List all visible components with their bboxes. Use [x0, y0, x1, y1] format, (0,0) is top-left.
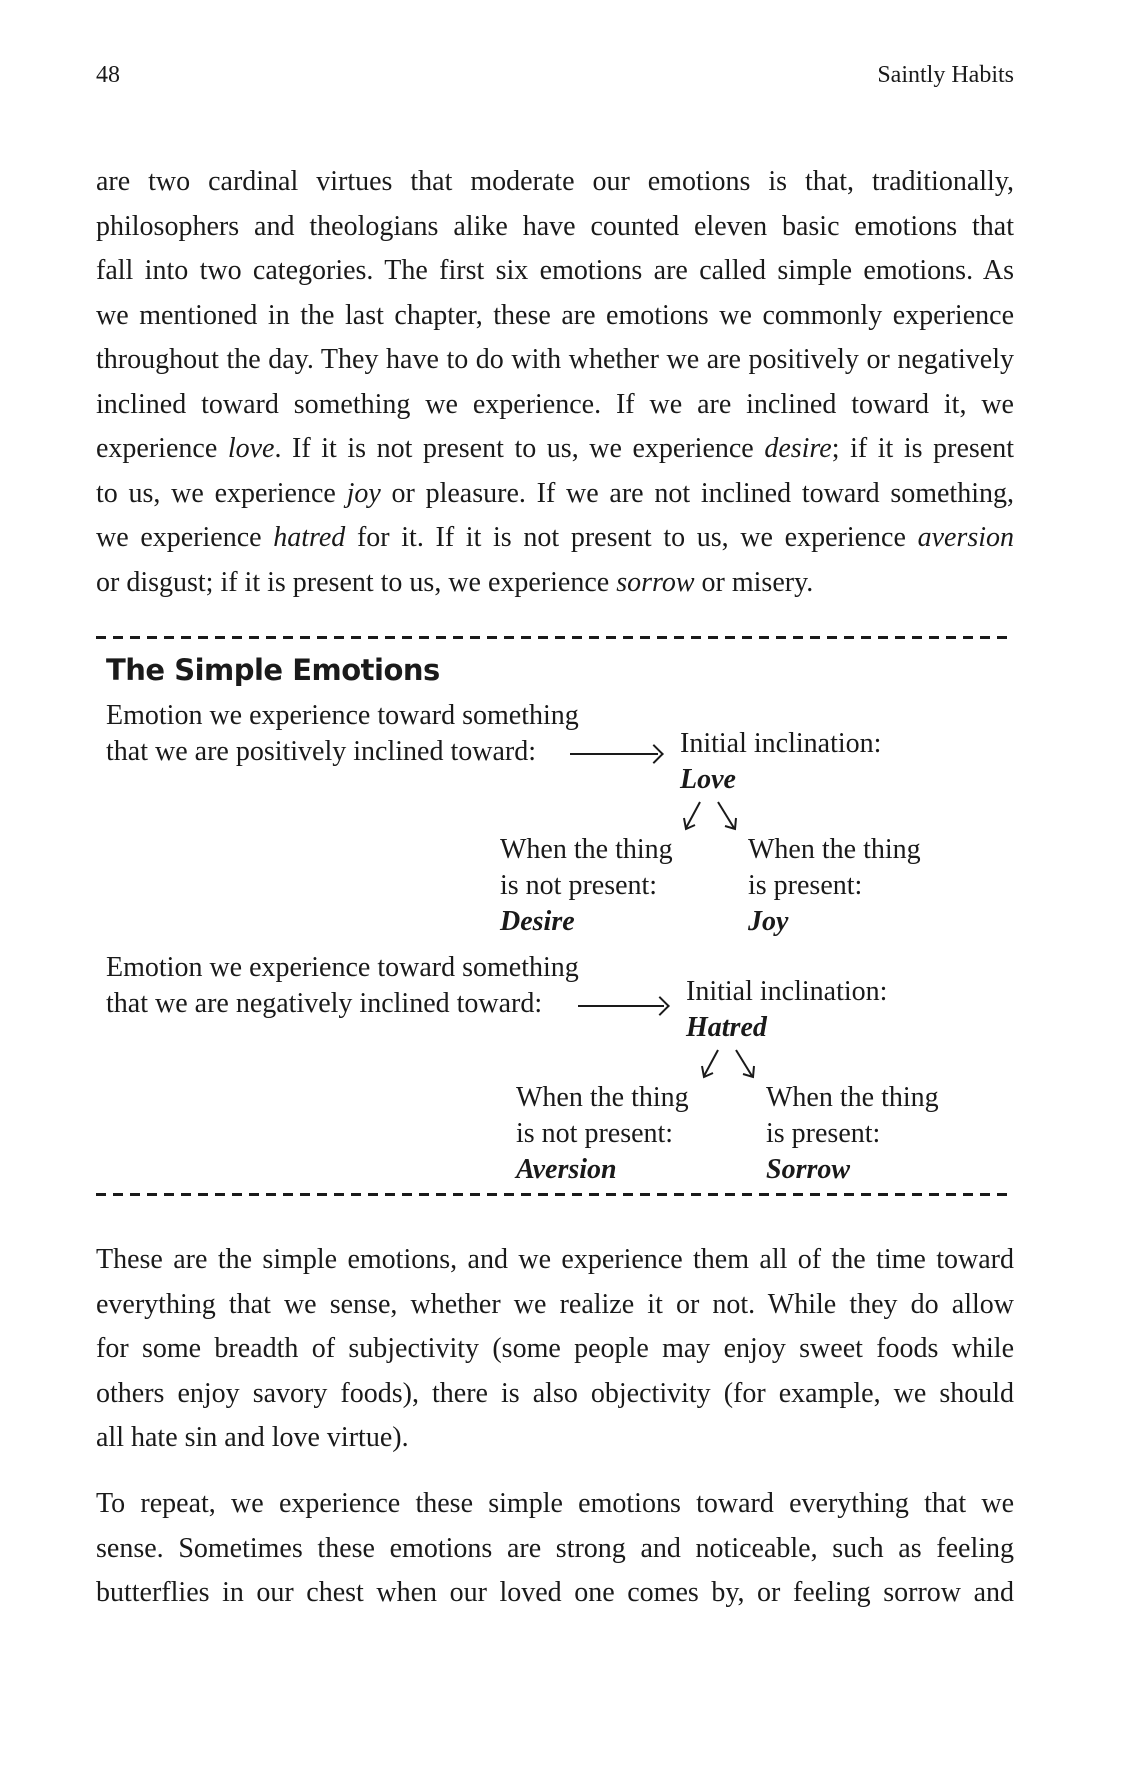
- text-run: for it. If it is not present to us, we experience: [345, 522, 918, 553]
- positive-lead-line2: that we are positively inclined toward:: [106, 736, 536, 767]
- positive-left-line2: is not present:: [500, 870, 658, 901]
- page-header: [96, 60, 1014, 90]
- positive-left-line1: When the thing: [500, 834, 673, 865]
- simple-emotions-diagram: [96, 636, 1014, 1196]
- intro-paragraph: [96, 160, 1014, 605]
- emphasis-love: love: [227, 433, 275, 464]
- dashed-divider-top: [96, 636, 1014, 639]
- positive-right-line1: When the thing: [748, 834, 921, 865]
- text-line: butterflies in our chest when our loved one comes by, or feeling sorrow and: [96, 1577, 1014, 1608]
- negative-left-value: Aversion: [516, 1154, 617, 1185]
- text-line: philosophers and theologians alike have counted eleven basic emotions that: [96, 210, 1014, 242]
- body-paragraph-3: [96, 1482, 1014, 1616]
- text-line: inclined toward something we experience. If we are inclined toward it, we: [96, 388, 1014, 420]
- emphasis-sorrow: sorrow: [616, 566, 695, 598]
- running-title: Saintly Habits: [877, 62, 1014, 88]
- text-line: others enjoy savory foods), there is also objectivity (for example, we should: [96, 1377, 1014, 1409]
- negative-lead-line2: that we are negatively inclined toward:: [106, 988, 543, 1019]
- dashed-divider-bottom: [96, 1193, 1014, 1196]
- text-run: ; if it is present: [831, 433, 1014, 464]
- negative-left-line1: When the thing: [516, 1082, 689, 1113]
- text-line: for some breadth of subjectivity (some people may enjoy sweet foods while: [96, 1333, 1014, 1364]
- positive-left-value: Desire: [500, 906, 575, 937]
- negative-initial-value: Hatred: [686, 1012, 767, 1043]
- negative-right-value: Sorrow: [766, 1154, 851, 1185]
- negative-branch-arrows-icon: [696, 1046, 766, 1086]
- text-line: everything that we sense, whether we realize it or not. While they do allow: [96, 1288, 1014, 1320]
- negative-right-line1: When the thing: [766, 1082, 939, 1113]
- diagram-title: The Simple Emotions: [106, 653, 440, 687]
- positive-initial-label: Initial inclination:: [680, 728, 882, 759]
- text-run: or pleasure. If we are not inclined toward something,: [380, 477, 1014, 509]
- text-run: . If it is not present to us, we experience: [274, 433, 765, 464]
- text-line: throughout the day. They have to do with whether we are positively or negatively: [96, 344, 1014, 375]
- text-line: These are the simple emotions, and we experience them all of the time toward: [96, 1244, 1014, 1275]
- negative-right-line2: is present:: [766, 1118, 881, 1149]
- text-line: [96, 561, 1014, 606]
- text-line: [96, 516, 1014, 561]
- text-line: [96, 472, 1014, 517]
- emphasis-desire: desire: [764, 433, 832, 464]
- text-run: experience: [96, 433, 228, 464]
- negative-arrow-head-icon: [650, 996, 670, 1016]
- negative-initial-label: Initial inclination:: [686, 976, 888, 1007]
- emphasis-hatred: hatred: [273, 522, 346, 553]
- negative-lead-line1: Emotion we experience toward something: [106, 952, 579, 983]
- text-line: sense. Sometimes these emotions are strong and noticeable, such as feeling: [96, 1532, 1014, 1564]
- body-paragraph-2: [96, 1238, 1014, 1461]
- negative-left-line2: is not present:: [516, 1118, 674, 1149]
- text-run: to us, we experience: [96, 477, 347, 509]
- positive-branch-arrows-icon: [678, 798, 748, 838]
- positive-arrow-head-icon: [644, 744, 664, 764]
- text-line: all hate sin and love virtue).: [96, 1422, 409, 1453]
- text-run: we experience: [96, 522, 274, 553]
- positive-right-line2: is present:: [748, 870, 863, 901]
- text-run: or disgust; if it is present to us, we experience: [96, 566, 617, 598]
- page-number: 48: [96, 62, 120, 88]
- positive-right-value: Joy: [748, 906, 789, 937]
- text-run: or misery.: [694, 566, 814, 598]
- text-line: are two cardinal virtues that moderate our emotions is that, traditionally,: [96, 166, 1014, 197]
- text-line: [96, 427, 1014, 472]
- positive-initial-value: Love: [680, 764, 736, 795]
- emphasis-aversion: aversion: [917, 522, 1014, 553]
- text-line: we mentioned in the last chapter, these are emotions we commonly experience: [96, 299, 1014, 331]
- positive-lead-line1: Emotion we experience toward something: [106, 700, 579, 731]
- text-line: fall into two categories. The first six emotions are called simple emotions. As: [96, 255, 1014, 286]
- emphasis-joy: joy: [346, 477, 381, 509]
- text-line: To repeat, we experience these simple emotions toward everything that we: [96, 1488, 1014, 1519]
